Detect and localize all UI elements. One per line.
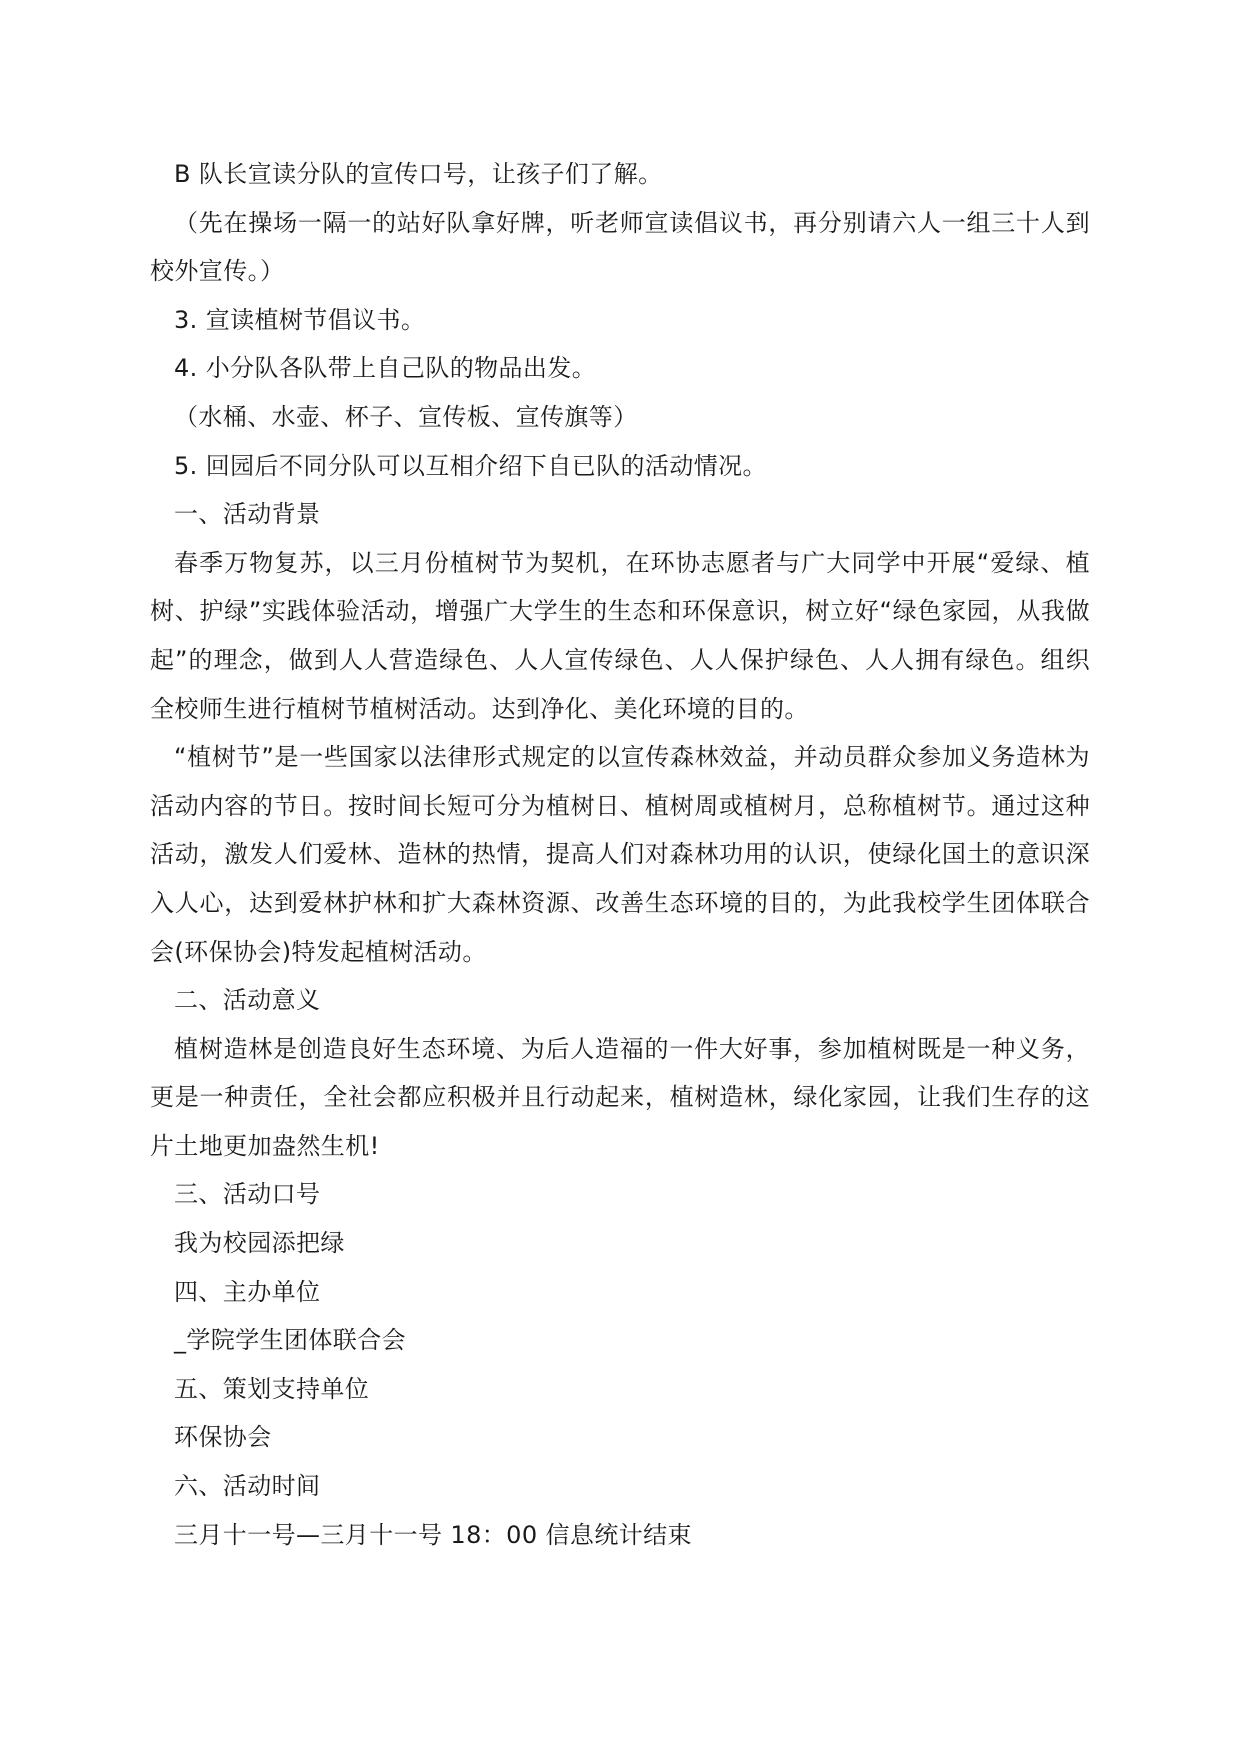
heading-significance: 二、活动意义 <box>174 986 321 1015</box>
heading-slogan: 三、活动口号 <box>174 1180 321 1209</box>
paragraph-slogan: 我为校园添把绿 <box>174 1229 345 1258</box>
heading-organizer: 四、主办单位 <box>174 1277 321 1306</box>
heading-time: 六、活动时间 <box>174 1472 321 1501</box>
document-body <box>150 150 1090 1559</box>
paragraph-arbor-day: “植树节”是一些国家以法律形式规定的以宣传森林效益，并动员群众参加义务造林为活动内容的节日。按时间长短可分为植树日、植树周或植树月，总称植树节。通过这种活动，激发人们爱林、造林的热情，提高人们对森林功用的认识，使绿化国土的意识深入人心，达到爱林护林和扩大森林资源、改善生态环境的目的，为此我校学生团体联合会(环保协会)特发起植树活动。 <box>150 743 1090 966</box>
paragraph-step-4: 4. 小分队各队带上自己队的物品出发。 <box>174 354 597 383</box>
paragraph-support: 环保协会 <box>174 1423 272 1452</box>
paragraph-background: 春季万物复苏，以三月份植树节为契机，在环协志愿者与广大同学中开展“爱绿、植树、护绿”实践体验活动，增强广大学生的生态和环保意识，树立好“绿色家园，从我做起”的理念，做到人人营造绿色、人人宣传绿色、人人保护绿色、人人拥有绿色。组织全校师生进行植树节植树活动。达到净化、美化环境的目的。 <box>150 548 1090 723</box>
paragraph-significance: 植树造林是创造良好生态环境、为后人造福的一件大好事，参加植树既是一种义务，更是一种责任，全社会都应积极并且行动起来，植树造林，绿化家园，让我们生存的这片土地更加盎然生机! <box>150 1034 1090 1160</box>
paragraph-step-3: 3. 宣读植树节倡议书。 <box>174 305 426 334</box>
paragraph-lineup-note: （先在操场一隔一的站好队拿好牌，听老师宣读倡议书，再分别请六人一组三十人到校外宣传。） <box>150 208 1090 286</box>
paragraph-step-5: 5. 回园后不同分队可以互相介绍下自已队的活动情况。 <box>174 451 767 480</box>
heading-support: 五、策划支持单位 <box>174 1374 370 1403</box>
paragraph-team-slogan: B 队长宣读分队的宣传口号，让孩子们了解。 <box>174 160 663 188</box>
paragraph-items-note: （水桶、水壶、杯子、宣传板、宣传旗等） <box>174 402 638 431</box>
paragraph-time: 三月十一号—三月十一号 18：00 信息统计结束 <box>174 1520 692 1549</box>
paragraph-organizer: _学院学生团体联合会 <box>174 1326 406 1355</box>
heading-background: 一、活动背景 <box>174 500 321 529</box>
